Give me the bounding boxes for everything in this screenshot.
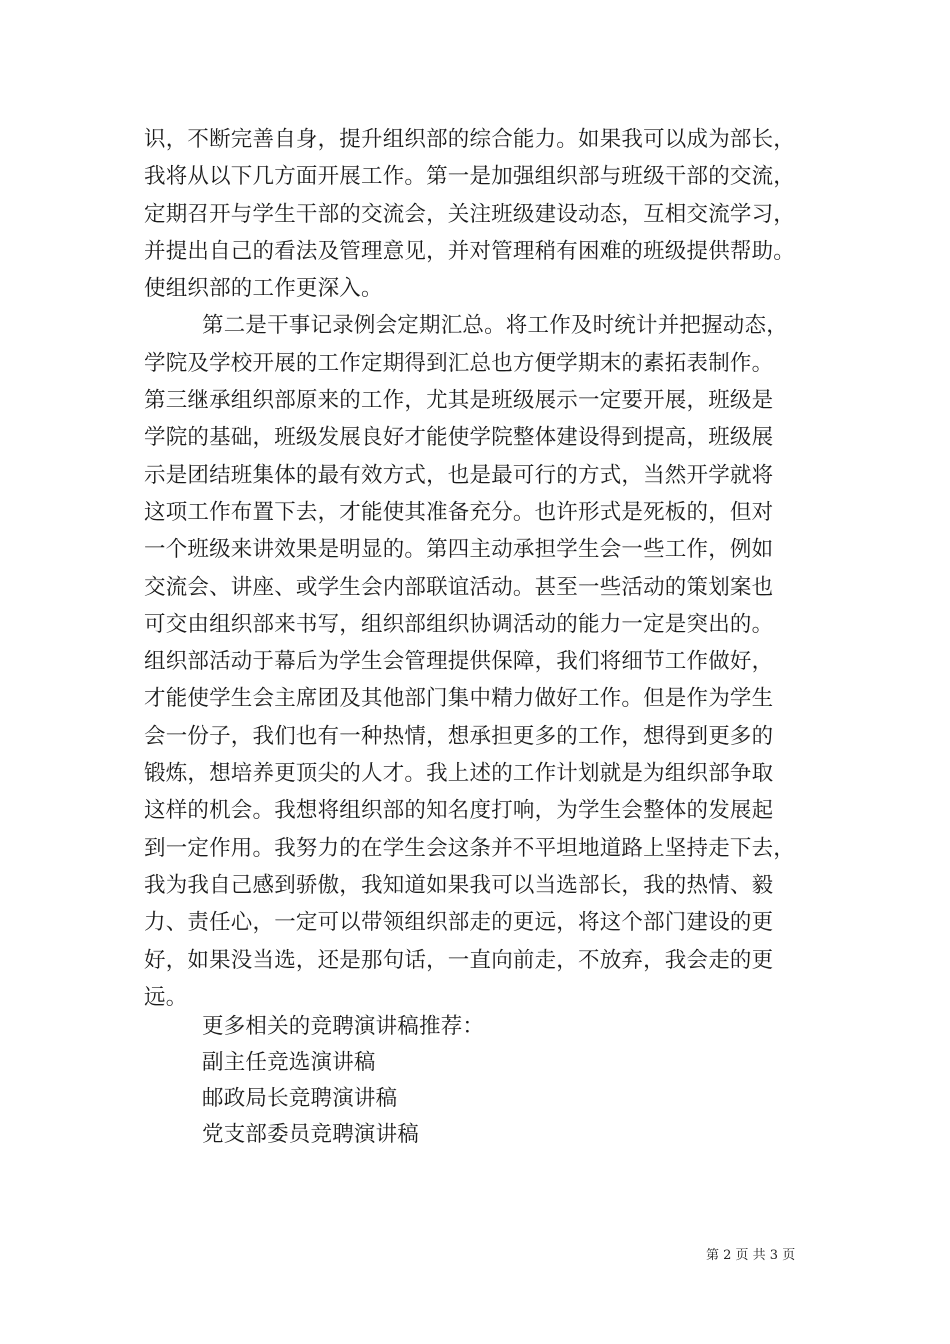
document-body xyxy=(144,121,820,1016)
text-line: 学院的基础，班级发展良好才能使学院整体建设得到提高，班级展 xyxy=(144,425,774,451)
text-line: 定期召开与学生干部的交流会，关注班级建设动态，互相交流学习， xyxy=(144,201,796,227)
text-line: 第二是干事记录例会定期汇总。将工作及时统计并把握动态， xyxy=(202,313,788,339)
text-line: 我为我自己感到骄傲，我知道如果我可以当选部长，我的热情、毅 xyxy=(144,872,774,898)
text-line: 这样的机会。我想将组织部的知名度打响，为学生会整体的发展起 xyxy=(144,798,774,824)
text-line: 我将从以下几方面开展工作。第一是加强组织部与班级干部的交流， xyxy=(144,164,796,190)
text-line: 远。 xyxy=(144,984,188,1010)
recommendation-link[interactable]: 党支部委员竞聘演讲稿 xyxy=(202,1122,420,1147)
text-line: 一个班级来讲效果是明显的。第四主动承担学生会一些工作，例如 xyxy=(144,537,774,563)
text-line: 才能使学生会主席团及其他部门集中精力做好工作。但是作为学生 xyxy=(144,686,774,712)
text-line: 组织部活动于幕后为学生会管理提供保障，我们将细节工作做好， xyxy=(144,649,774,675)
text-line: 并提出自己的看法及管理意见，并对管理稍有困难的班级提供帮助。 xyxy=(144,238,796,264)
text-line: 学院及学校开展的工作定期得到汇总也方便学期末的素拓表制作。 xyxy=(144,350,774,376)
recommendation-link[interactable]: 邮政局长竞聘演讲稿 xyxy=(202,1086,398,1111)
page-number-footer: 第 2 页 共 3 页 xyxy=(706,1248,796,1263)
paragraph-2 xyxy=(144,307,820,1016)
text-line: 使组织部的工作更深入。 xyxy=(144,276,383,302)
text-line: 第三继承组织部原来的工作，尤其是班级展示一定要开展，班级是 xyxy=(144,388,774,414)
text-line: 到一定作用。我努力的在学生会这条并不平坦地道路上坚持走下去， xyxy=(144,835,796,861)
text-line: 锻炼，想培养更顶尖的人才。我上述的工作计划就是为组织部争取 xyxy=(144,761,774,787)
text-line: 会一份子，我们也有一种热情，想承担更多的工作，想得到更多的 xyxy=(144,723,774,749)
text-line: 识，不断完善自身，提升组织部的综合能力。如果我可以成为部长， xyxy=(144,127,796,152)
text-line: 力、责任心，一定可以带领组织部走的更远，将这个部门建设的更 xyxy=(144,910,774,936)
text-line: 这项工作布置下去，才能使其准备充分。也许形式是死板的，但对 xyxy=(144,499,774,525)
recommendations-heading: 更多相关的竞聘演讲稿推荐： xyxy=(202,1014,485,1039)
text-line: 交流会、讲座、或学生会内部联谊活动。甚至一些活动的策划案也 xyxy=(144,574,774,600)
paragraph-1 xyxy=(144,121,820,307)
recommendation-link[interactable]: 副主任竞选演讲稿 xyxy=(202,1050,376,1075)
text-line: 好，如果没当选，还是那句话，一直向前走，不放弃，我会走的更 xyxy=(144,947,774,973)
text-line: 可交由组织部来书写，组织部组织协调活动的能力一定是突出的。 xyxy=(144,611,774,637)
recommendations-section xyxy=(202,1009,484,1153)
text-line: 示是团结班集体的最有效方式，也是最可行的方式，当然开学就将 xyxy=(144,462,774,488)
